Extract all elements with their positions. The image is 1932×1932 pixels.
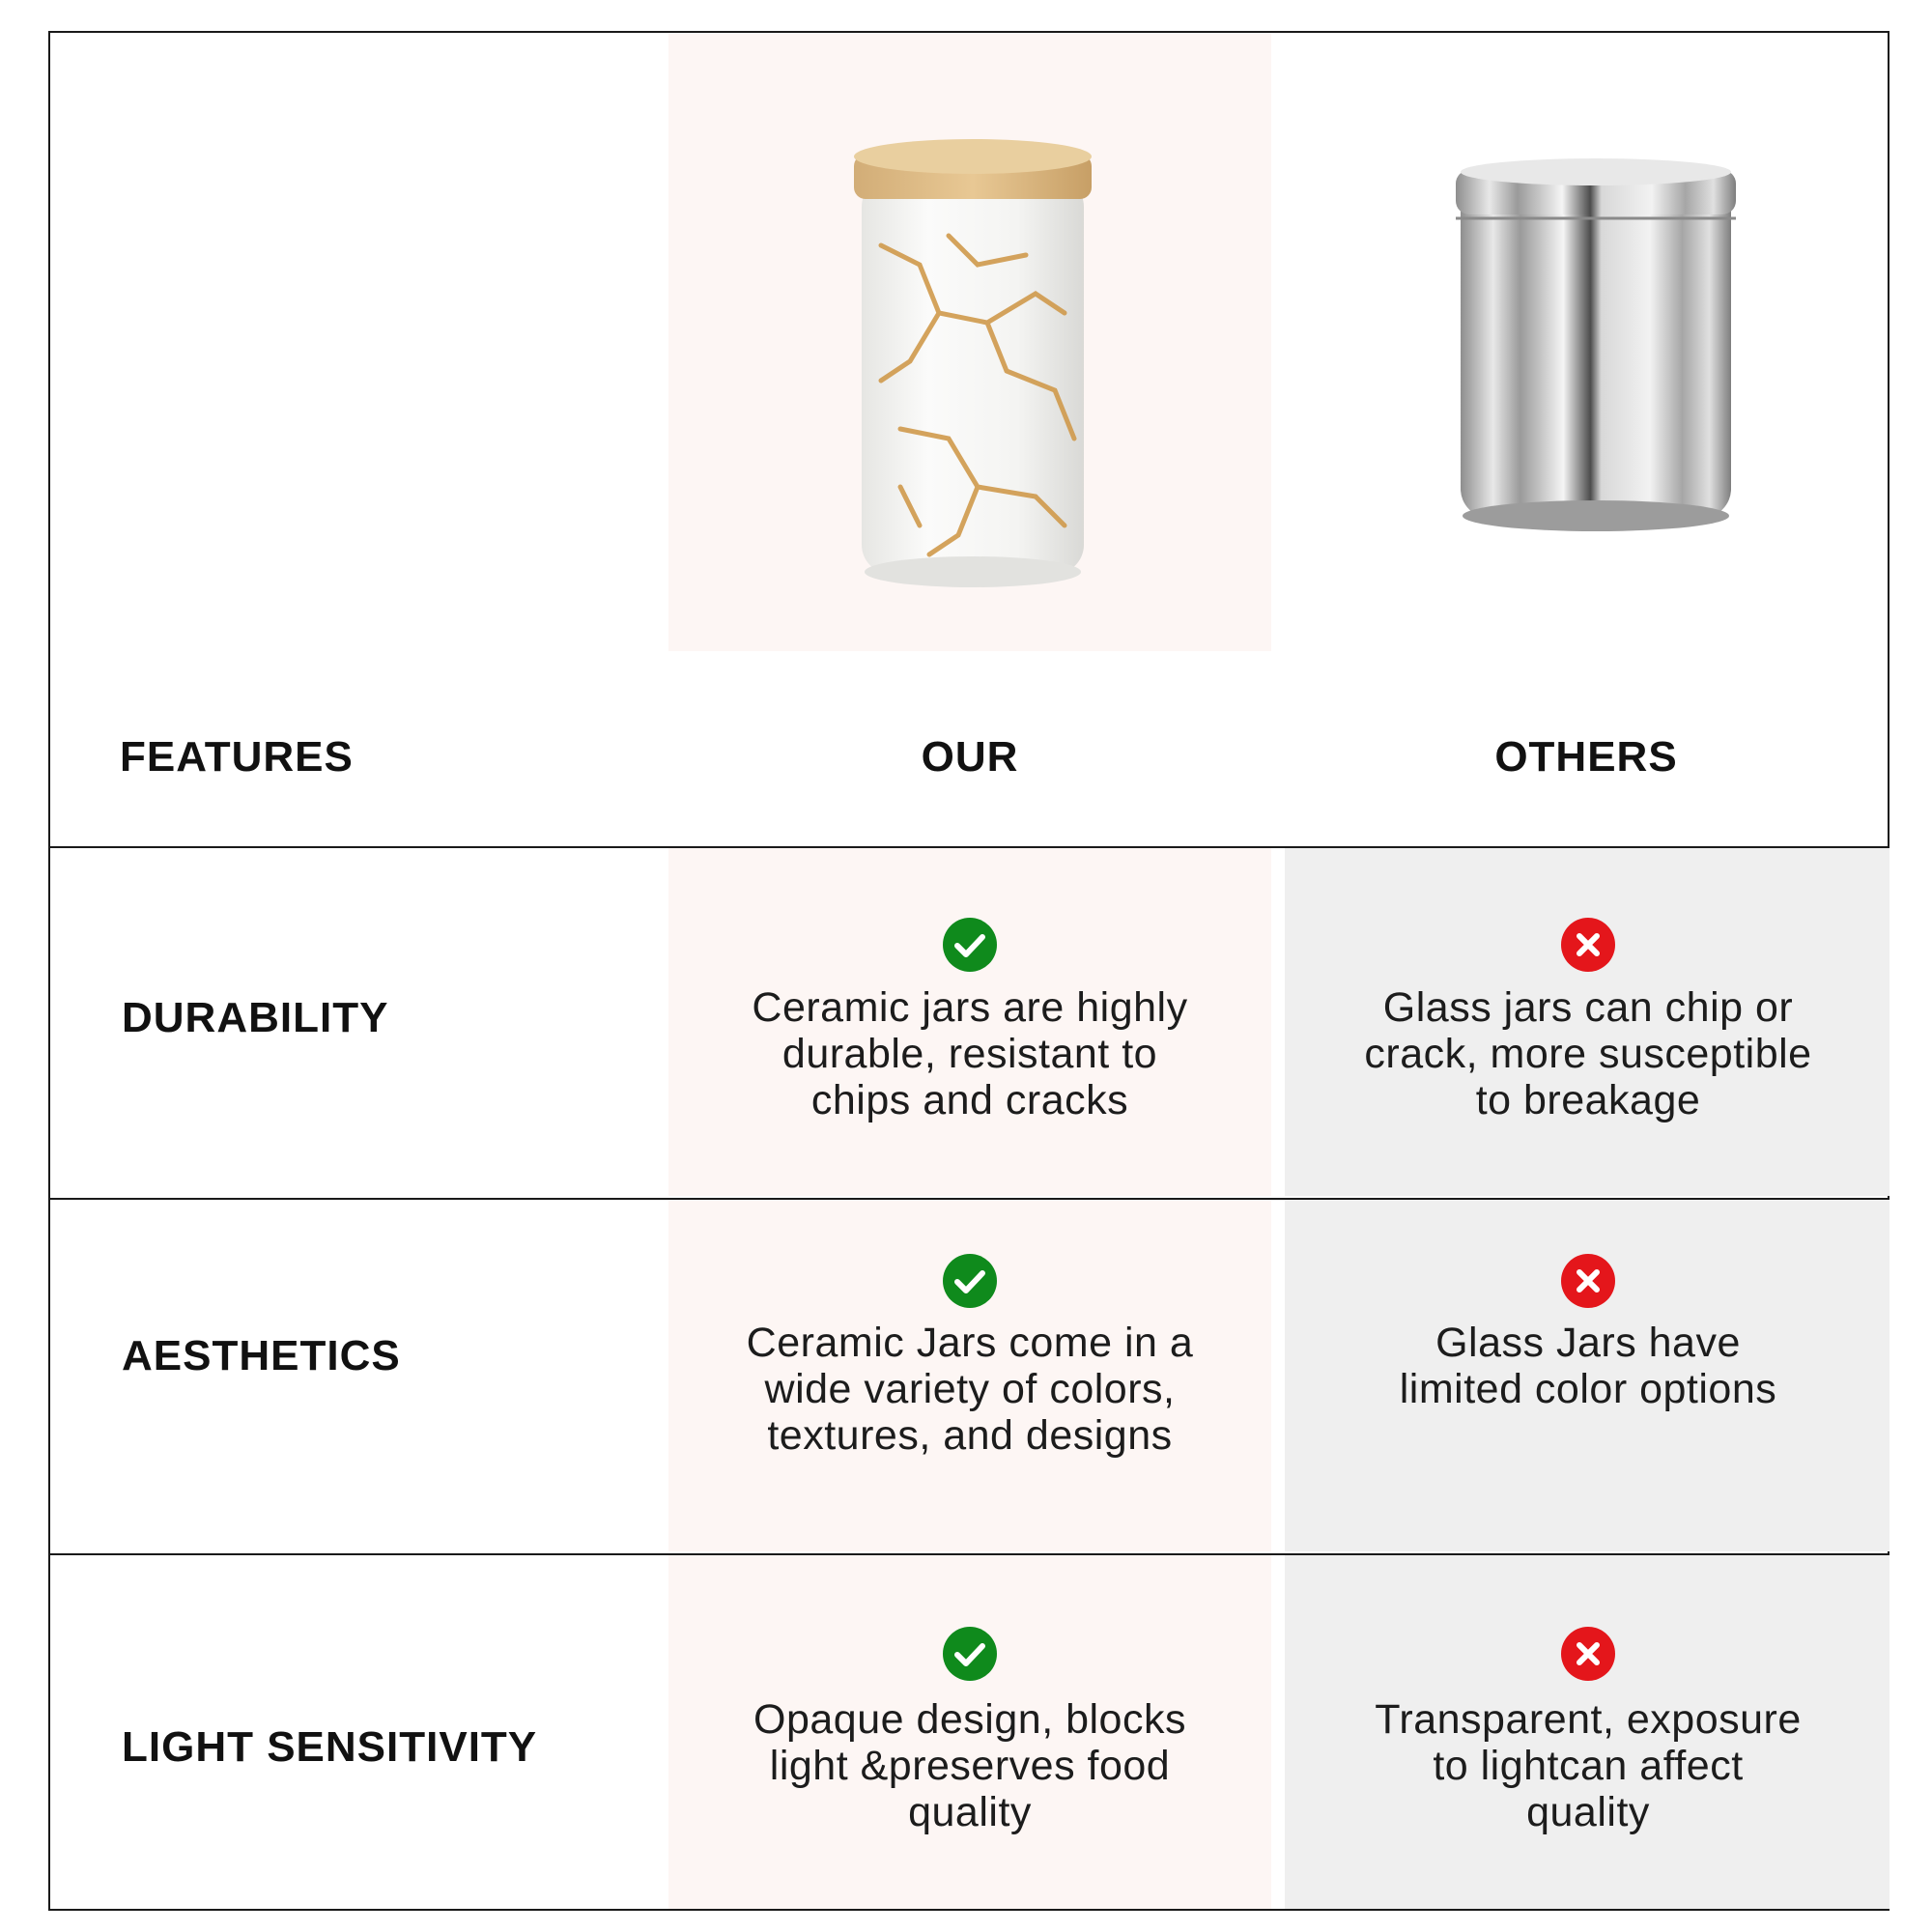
others-light-sensitivity-text: Transparent, exposure to lightcan affect quality — [1375, 1696, 1802, 1835]
check-circle-icon — [943, 1254, 997, 1308]
others-durability-text: Glass jars can chip or crack, more susceptible to breakage — [1364, 984, 1812, 1123]
feature-light-sensitivity: LIGHT SENSITIVITY — [122, 1723, 538, 1771]
others-aesthetics-text: Glass Jars have limited color options — [1399, 1320, 1777, 1412]
comparison-table — [48, 31, 1889, 1911]
x-circle-icon — [1561, 1254, 1615, 1308]
our-durability-text: Ceramic jars are highly durable, resistant to chips and cracks — [752, 984, 1188, 1123]
feature-aesthetics: AESTHETICS — [122, 1332, 401, 1379]
others-header: OTHERS — [1494, 733, 1678, 781]
check-circle-icon — [943, 918, 997, 972]
check-circle-icon — [943, 1627, 997, 1681]
x-circle-icon — [1561, 918, 1615, 972]
our-aesthetics-text: Ceramic Jars come in a wide variety of colors, textures, and designs — [746, 1320, 1194, 1459]
features-header: FEATURES — [120, 733, 354, 781]
ceramic-jar-image — [842, 120, 1103, 603]
our-light-sensitivity-text: Opaque design, blocks light &preserves food quality — [753, 1696, 1186, 1835]
x-circle-icon — [1561, 1627, 1615, 1681]
steel-canister-image — [1446, 141, 1746, 537]
our-header: OUR — [921, 733, 1019, 781]
feature-durability: DURABILITY — [122, 994, 389, 1041]
